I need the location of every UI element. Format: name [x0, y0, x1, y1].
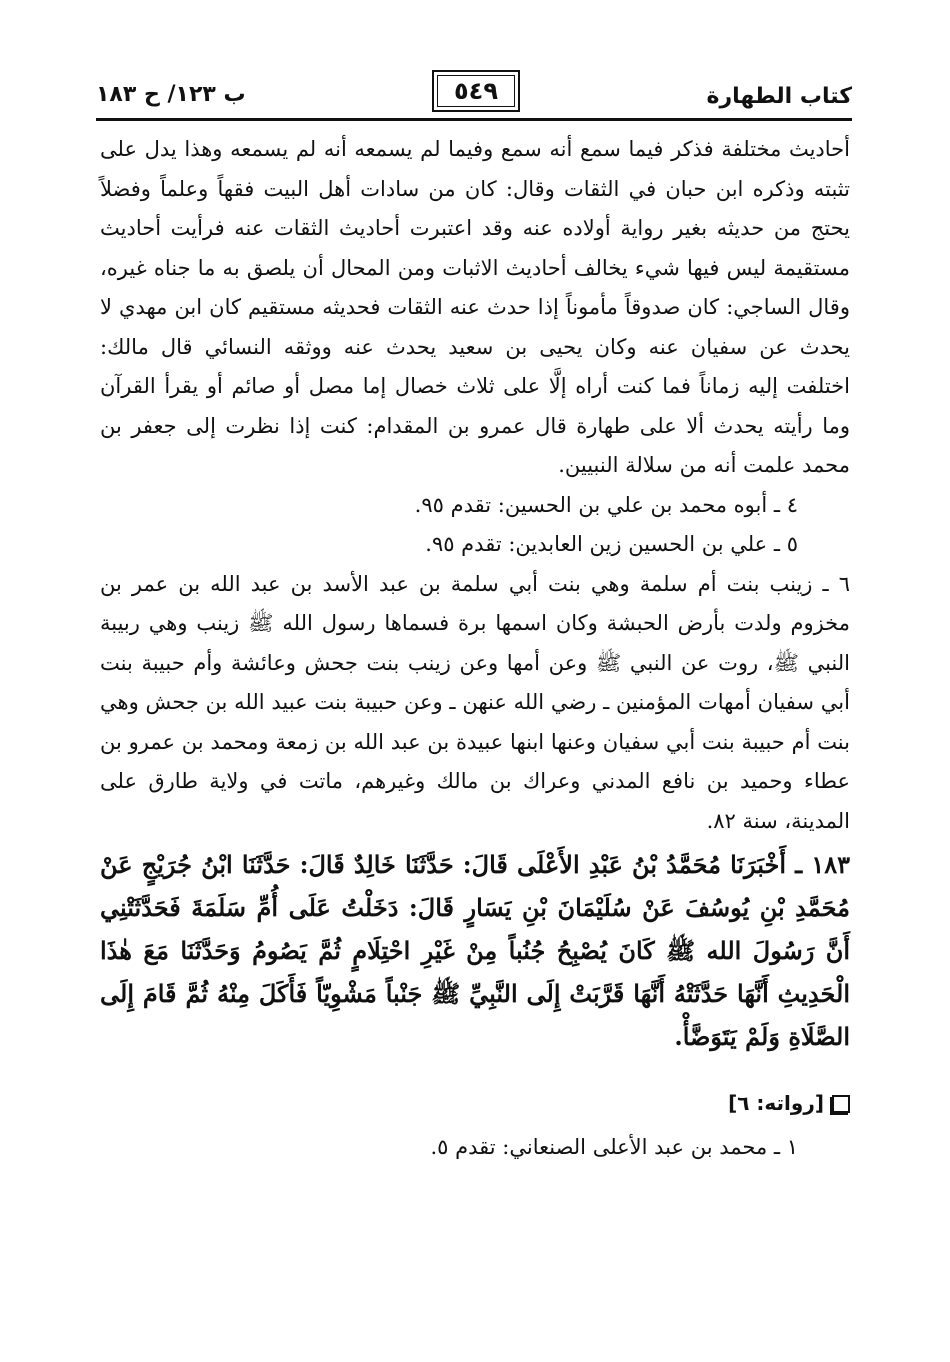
narrator-entry: ١ ـ محمد بن عبد الأعلى الصنعاني: تقدم ٥. [430, 1134, 798, 1159]
narrators-heading [100, 1084, 850, 1124]
hadith-text: ١٨٣ ـ أَخْبَرَنَا مُحَمَّدُ بْنُ عَبْدِ الأَعْلَى قَالَ: حَدَّثَنَا خَالِدٌ قَالَ: حَدَّثَنَا ابْنُ جُرَيْجٍ عَنْ مُحَمَّدِ بْنِ يُوسُفَ عَنْ سُلَيْمَانَ بْنِ يَسَارٍ قَالَ: دَخَلْتُ عَلَى أُمِّ سَلَمَةَ فَحَدَّثَتْنِي أَنَّ رَسُولَ الله ﷺ كَانَ يُصْبِحُ جُنُباً مِنْ غَيْرِ احْتِلَامٍ ثُمَّ يَصُومُ وَحَدَّثَنَا مَعَ هٰذَا الْحَدِيثِ أَنَّهَا حَدَّثَتْهُ أَنَّهَا قَرَّبَتْ إِلَى النَّبِيِّ ﷺ جَنْباً مَشْوِيّاً فَأَكَلَ مِنْهُ ثُمَّ قَامَ إِلَى الصَّلَاةِ وَلَمْ يَتَوَضَّأْ. [100, 850, 850, 1051]
square-icon [832, 1095, 850, 1113]
chapter-hadith-reference: ب ١٢٣/ ح ١٨٣ [96, 82, 246, 107]
page-header [96, 62, 852, 122]
page-number: ٥٤٩ [432, 70, 520, 112]
page-body [100, 130, 850, 1167]
narrator-entry: ٤ ـ أبوه محمد بن علي بن الحسين: تقدم ٩٥. [414, 492, 798, 517]
narrator-entry: ٥ ـ علي بن الحسين زين العابدين: تقدم ٩٥. [425, 532, 798, 556]
header-divider [96, 118, 852, 121]
narrators-heading-label: [رواته: ٦] [728, 1091, 824, 1115]
narrator-entry: ٦ ـ زينب بنت أم سلمة وهي بنت أبي سلمة بن عبد الأسد بن عبد الله بن عمر بن مخزوم ولدت بأرض الحبشة وكان اسمها برة فسماها رسول الله ﷺ زينب وهي ربيبة النبي ﷺ، روت عن النبي ﷺ وعن أمها وعن زينب بنت جحش وعائشة وأم حبيبة بنت أبي سفيان أمهات المؤمنين ـ رضي الله عنهن ـ وعن حبيبة بنت عبيد الله بن جحش وهي بنت أم حبيبة بنت أبي سفيان وعنها ابنها عبيدة بن عبد الله بن زمعة ومحمد بن عمرو بن عطاء وحميد بن نافع المدني وعراك بن مالك وغيرهم، ماتت في ولاية طارق على المدينة، سنة ٨٢. [100, 571, 850, 833]
biography-paragraph: أحاديث مختلفة فذكر فيما سمع أنه سمع وفيما لم يسمعه أنه لم يسمعه وهذا يدل على تثبته وذكره ابن حبان في الثقات وقال: كان من سادات أهل البيت فقهاً وعلماً وفضلاً يحتج من حديثه بغير رواية أولاده عنه وقد اعتبرت أحاديث الثقات عنه فرأيت أحاديث مستقيمة ليس فيها شيء يخالف أحاديث الاثبات ومن المحال أن يلصق به ما جناه غيره، وقال الساجي: كان صدوقاً مأموناً إذا حدث عنه الثقات فحديثه مستقيم كان ابن مهدي لا يحدث عن سفيان عنه وكان يحيى بن سعيد يحدث عنه ووثقه النسائي قال مالك: اختلفت إليه زماناً فما كنت أراه إلَّا على ثلاث خصال إما مصل أو صائم أو يقرأ القرآن وما رأيته يحدث ألا على طهارة قال عمرو بن المقدام: كنت إذا نظرت إلى جعفر بن محمد علمت أنه من سلالة النبيين. [100, 137, 850, 477]
book-title: كتاب الطهارة [706, 84, 852, 109]
